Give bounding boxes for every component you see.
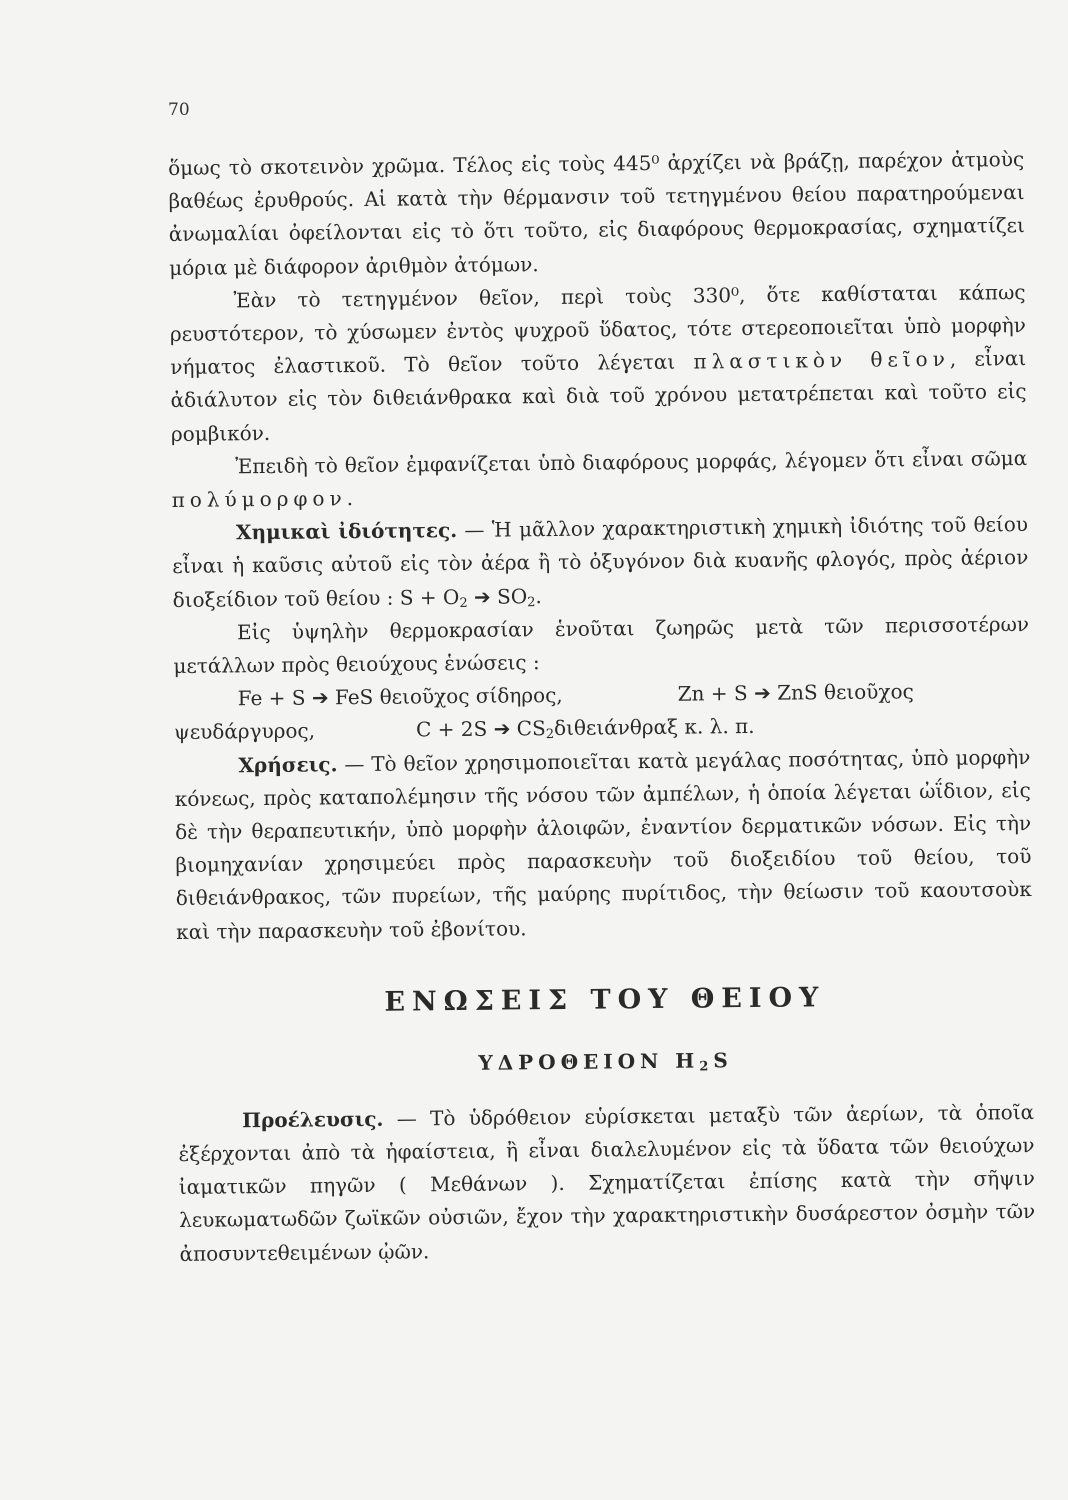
paragraph-uses — [174, 741, 1032, 949]
reaction-cs2-a: C + 2S ➔ CS — [415, 716, 546, 742]
zinc-label: ψευδάργυρος, — [173, 718, 316, 745]
reaction-cs2 — [416, 710, 755, 747]
chemical-text-2: ➔ SO — [467, 583, 528, 609]
uses-text: — Τὸ θεῖον χρησιμοποιεῖται κατὰ μεγάλας ποσότητας, ὑπὸ μορφὴν κόνεως, πρὸς καταπολέμησιν τῆς νόσου τῶν ἀμπέλων, ἡ ὁποία λέγεται ὠΐδιον, εἰς δὲ τὴν θεραπευτικήν, ὑπὸ μορφὴν ἀλοιφῶν, ἐναντίον δερματικῶν νόσων. Εἰς τὴν βιομηχανίαν χρησιμεύει πρὸς παρασκευὴν τοῦ διοξειδίου τοῦ θείου, τοῦ διθειάνθρακος, τῶν πυρείων, τῆς μαύρης πυρίτιδος, τὴν θείωσιν τοῦ καουτσοὺκ καὶ τὴν παρασκευὴν τοῦ ἐβονίτου. — [174, 744, 1032, 944]
so2-subscript: 2 — [527, 594, 536, 610]
page-body — [168, 143, 1036, 1271]
polymorph-term: πολύμορφον — [171, 486, 347, 513]
page-number: 70 — [168, 100, 190, 120]
paragraph-plastic-sulfur — [169, 276, 1027, 451]
chemical-text-3: . — [535, 583, 542, 608]
uses-heading: Χρήσεις. — [238, 751, 338, 777]
paragraph-polymorph — [171, 442, 1028, 517]
section-title: ΕΝΩΣΕΙΣ ΤΟΥ ΘΕΙΟΥ — [384, 982, 826, 1018]
paragraph-metals: Εἰς ὑψηλὴν θερμοκρασίαν ἑνοῦται ζωηρῶς μετὰ τῶν περισσοτέρων μετάλλων πρὸς θειούχους ἑνώσεις : — [173, 611, 1030, 679]
paragraph-origin — [178, 1096, 1036, 1271]
reaction-block — [174, 674, 1031, 749]
paragraph-boiling: ὅμως τὸ σκοτεινὸν χρῶμα. Τέλος εἰς τοὺς 445⁰ ἀρχίζει νὰ βράζῃ, παρέχον ἀτμοὺς βαθέως ἐρυθρούς. Αἱ κατὰ τὴν θέρμανσιν τοῦ τετηγμένου θείου παρατηρούμεναι ἀνωμαλίαι ὀφείλονται εἰς τὸ ὅτι τοῦτο, εἰς διαφόρους θερμοκρασίας, σχηματίζει μόρια μὲ διάφορον ἀριθμὸν ἀτόμων. — [168, 147, 1025, 280]
subsection-title-tail: S — [713, 1048, 733, 1073]
reaction-fes: Fe + S ➔ FeS θειοῦχος σίδηρος, — [237, 683, 563, 711]
paragraph-chemical-properties — [172, 508, 1029, 617]
h2s-subscript: 2 — [699, 1059, 714, 1075]
origin-text: — Τὸ ὑδρόθειον εὑρίσκεται μεταξὺ τῶν ἀερίων, τὰ ὁποῖα ἐξέρχονται ἀπὸ τὰ ἡφαίστεια, ἢ εἶναι διαλελυμένον εἰς τὰ ὕδατα τῶν θειούχων ἰαματικῶν πηγῶν ( Μεθάνων ). Σχηματίζεται ἐπίσης κατὰ τὴν σῆψιν λευκωματωδῶν ζωϊκῶν οὐσιῶν, ἔχον τὴν χαρακτηριστικὴν δυσάρεστον ὀσμὴν τῶν ἀποσυντεθειμένων ᾠῶν. — [178, 1099, 1036, 1266]
origin-heading: Προέλευσις. — [242, 1106, 384, 1133]
reaction-cs2-b: διθειάνθραξ κ. λ. π. — [553, 714, 755, 741]
polymorph-text-1: Ἐπειδὴ τὸ θεῖον ἐμφανίζεται ὑπὸ διαφόρους μορφάς, λέγομεν ὅτι εἶναι σῶμα — [235, 445, 1028, 479]
polymorph-text-2: . — [346, 486, 354, 511]
plastic-text-1: Ἐὰν τὸ τετηγμένον θεῖον, περὶ τοὺς 330⁰, ὅτε καθίσταται κάπως ρευστότερον, τὸ χύσωμεν ἐντὸς ψυχροῦ ὕδατος, τότε στερεοποιεῖται ὑπὸ μορφὴν νήματος ἐλαστικοῦ. Τὸ θεῖον τοῦτο λέγεται — [169, 279, 1026, 380]
chemical-properties-heading: Χημικαὶ ἰδιότητες. — [235, 518, 458, 545]
o2-subscript: 2 — [459, 595, 468, 611]
plastic-sulfur-term: πλαστικὸν θεῖον — [693, 347, 950, 374]
plastic-text-2: , εἶναι ἀδιάλυτον εἰς τὸν διθειάνθρακα καὶ διὰ τοῦ χρόνου μετατρέπεται καὶ τοῦτο εἰς ρομβικόν. — [170, 346, 1027, 446]
reaction-zns: Zn + S ➔ ZnS θειοῦχος — [677, 679, 914, 706]
chemical-text-1: — Ἡ μᾶλλον χαρακτηριστικὴ χημικὴ ἰδιότης τοῦ θείου εἶναι ἡ καῦσις αὐτοῦ εἰς τὸν ἀέρα ἢ τὸ ὀξυγόνον διὰ κυανῆς φλογός, πρὸς ἀέριον διοξείδιον τοῦ θείου : S + O — [172, 512, 1029, 612]
subsection-title — [177, 1042, 1033, 1081]
cs2-subscript: 2 — [545, 727, 555, 743]
subsection-title-text: ΥΔΡΟΘΕΙΟΝ H — [478, 1048, 700, 1075]
